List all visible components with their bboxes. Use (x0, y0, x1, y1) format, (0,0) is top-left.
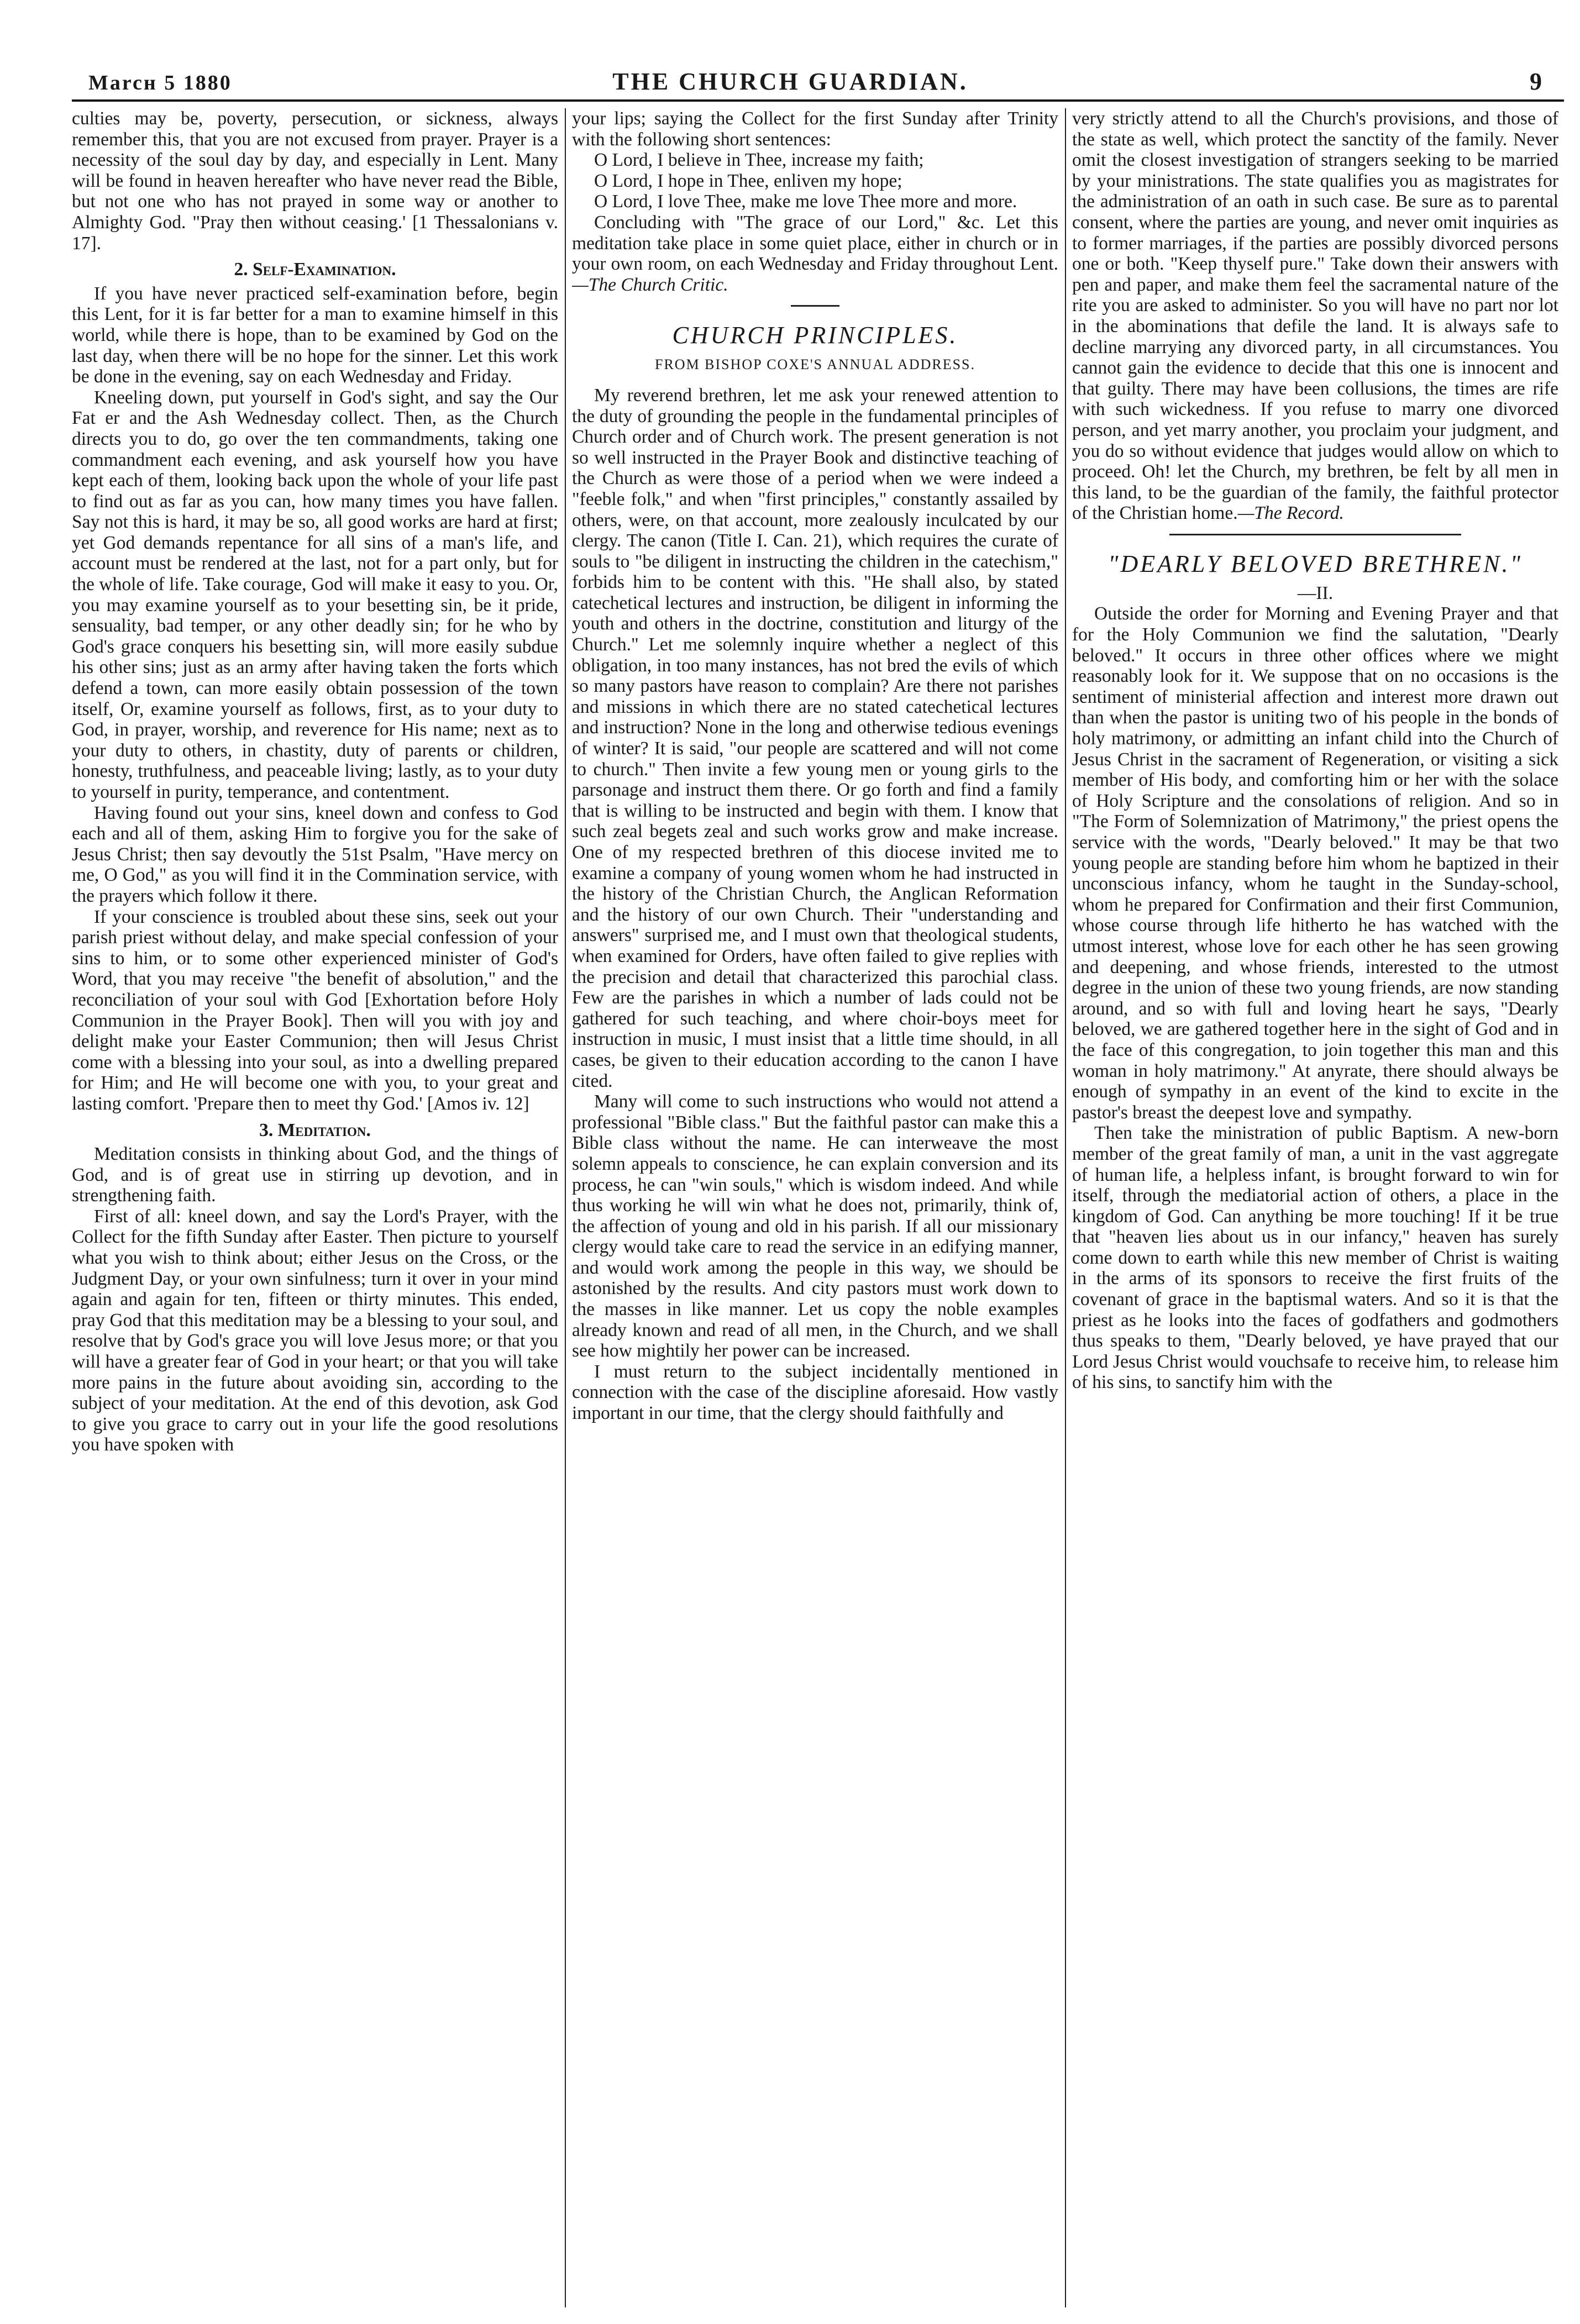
article-heading: "DEARLY BELOVED BRETHREN." (1108, 550, 1523, 577)
article-heading: CHURCH PRINCIPLES. (672, 322, 958, 349)
paragraph: First of all: kneel down, and say the Lord's Prayer, with the Collect for the fifth Sunday after Easter. Then picture to yourself what you wish to think about; either Jesus on the Cross, or the Judgment Day, or your own sinfulness; turn it over in your mind again and again for ten, fifteen or thirty minutes. This ended, pray God that this meditation may be a blessing to your soul, and resolve that by God's grace you will love Jesus more; or that you will have a greater fear of God in your heart; or that you will take more pains in the future about avoiding sin, according to the subject of your meditation. At the end of this devotion, ask God to give you grace to carry out in your life the good resolutions you have spoken with (72, 1206, 558, 1455)
paragraph (1072, 108, 1558, 524)
section-heading: 3. Meditation. (259, 1119, 371, 1140)
article-heading-number: —II. (1297, 582, 1334, 603)
prayer-sentence: O Lord, I hope in Thee, enliven my hope; (594, 170, 902, 191)
paragraph: If you have never practiced self-examination before, begin this Lent, for it is far better for a man to examine himself in this world, while there is hope, than to be examined by God on the last day, when there will be no hope for the sinner. Let this work be done in the evening, say on each Wednesday and Friday. (72, 283, 558, 387)
source-credit: —The Church Critic. (572, 274, 728, 295)
column-2 (572, 108, 1058, 2307)
paragraph-text: very strictly attend to all the Church's provisions, and those of the state as well, which protect the sanctity of the family. Never omit the closest investigation of strangers seeking to be married by your ministrations. The state qualifies you as magistrates for the administration of an oath in such case. Be sure as to parental consent, where the parties are young, and never omit inquiries as to former marriages, if the parties are possibly divorced persons one or both. "Keep thyself pure." Take down their answers with pen and paper, and make them feel the sacramental nature of the rite you are asked to administer. So you will have no part nor lot in the abominations that defile the land. It is always safe to decline marrying any divorced party, in all circumstances. You cannot gain the evidence to decide that this one is innocent and that guilty. There may have been collusions, the times are rife with such wickedness. If you refuse to marry one divorced person, and yet marry another, you proclaim your judgment, and you do so without evidence that judges would allow on which to proceed. Oh! let the Church, my brethren, be felt by all men in this land, to be the guardian of the family, the faithful protector of the Christian home. (1072, 108, 1558, 524)
divider (1169, 534, 1461, 535)
page-number: 9 (1530, 68, 1542, 95)
prayer-sentence: O Lord, I love Thee, make me love Thee more and more. (594, 191, 1017, 212)
paragraph: If your conscience is troubled about these sins, seek out your parish priest without delay, and make special confession of your sins to him, or to some other experienced minister of God's Word, that you may receive "the benefit of absolution," and the reconciliation of your soul with God [Exhortation before Holy Communion in the Prayer Book]. Then will you with joy and delight make your Easter Communion; then will Jesus Christ come with a blessing into your soul, as into a dwelling prepared for Him; and He will become one with you, to your great and lasting comfort. 'Prepare then to meet thy God.' [Amos iv. 12] (72, 906, 558, 1114)
paragraph: I must return to the subject incidentally mentioned in connection with the case of the discipline aforesaid. How vastly important in our time, that the clergy should faithfully and (572, 1361, 1058, 1424)
prayer-sentence: O Lord, I believe in Thee, increase my faith; (594, 150, 924, 171)
column-1 (72, 108, 558, 2307)
header-rule (72, 99, 1564, 102)
article-source-line: FROM BISHOP COXE'S ANNUAL ADDRESS. (654, 356, 976, 373)
column-divider (1065, 108, 1066, 2307)
paragraph: Meditation consists in thinking about God, and the things of God, and is of great use in stirring up devotion, and in strengthening faith. (72, 1144, 558, 1206)
paragraph-text: Concluding with "The grace of our Lord," &c. Let this meditation take place in some quiet place, either in church or in your own room, on each Wednesday and Friday throughout Lent. (572, 212, 1058, 275)
source-credit: —The Record. (1237, 503, 1344, 524)
paragraph: Having found out your sins, kneel down and confess to God each and all of them, asking Him to forgive you for the sake of Jesus Christ; then say devoutly the 51st Psalm, "Have mercy on me, O God," as you will find it in the Commination service, with the prayers which follow it there. (72, 802, 558, 906)
divider (791, 305, 839, 307)
column-divider (565, 108, 566, 2307)
paragraph: your lips; saying the Collect for the first Sunday after Trinity with the following short sentences: (572, 108, 1058, 150)
page-header (22, 0, 1558, 95)
issue-date: Marcн 5 1880 (88, 71, 232, 94)
paragraph (572, 212, 1058, 295)
paragraph: culties may be, poverty, persecution, or sickness, always remember this, that you are not excused from prayer. Prayer is a necessity of the soul day by day, and especially in Lent. Many will be found in heaven hereafter who have never read the Bible, but not one who has not prayed in some way or another to Almighty God. "Pray then without ceasing.' [1 Thessalonians v. 17]. (72, 108, 558, 254)
paragraph: Kneeling down, put yourself in God's sight, and say the Our Fat er and the Ash Wednesday collect. Then, as the Church directs you to do, go over the ten commandments, taking one commandment each evening, and ask yourself how you have kept each of them, looking back upon the whole of your life past to find out as far as you can, how many times you have fallen. Say not this is hard, it may be so, all good works are hard at first; yet God demands repentance for all sins of a man's life, and account must be rendered at the last, not for a part only, but for the whole of life. Take courage, God will make it easy to you. Or, you may examine yourself as to your besetting sin, be it pride, sensuality, bad temper, or any other deadly sin; for he who by God's grace conquers his besetting sin, will more easily subdue his other sins; just as an army after having taken the forts which defend a town, can more easily obtain possession of the town itself, Or, examine yourself as follows, first, as to your duty to God, in prayer, worship, and reverence for His name; next as to your duty to others, in chastity, duty of parents or children, honesty, truthfulness, and peaceable living; lastly, as to your duty to yourself in purity, temperance, and contentment. (72, 387, 558, 802)
paragraph: Many will come to such instructions who would not attend a professional "Bible class." But the faithful pastor can make this a Bible class without the name. He can interweave the most solemn appeals to conscience, he can explain conversion and its process, he can "win souls," which is wisdom indeed. And while thus working he will win what he does not, primarily, think of, the affection of young and old in his parish. If all our missionary clergy would take care to read the service in an edifying manner, and would work among the people in this way, we should be astonished by the results. And city pastors must work down to the masses in like manner. Let us copy the noble examples already known and read of all men, in the Church, and we shall see how mightily her power can be increased. (572, 1091, 1058, 1361)
paragraph: Outside the order for Morning and Evening Prayer and that for the Holy Communion we find the salutation, "Dearly beloved." It occurs in three other offices where we might reasonably look for it. We suppose that on no occasions is the sentiment of ministerial affection and interest more drawn out than when the pastor is uniting two of his people in the bonds of holy matrimony, or admitting an infant child into the Church of Jesus Christ in the sacrament of Regeneration, or visiting a sick member of His body, and comforting him or her with the solace of Holy Scripture and the consolations of religion. And so in "The Form of Solemnization of Matrimony," the priest opens the service with the words, "Dearly beloved." It may be that two young people are standing before him whom he baptized in their unconscious infancy, whom he taught in the Sunday-school, whom he prepared for Confirmation and their first Communion, whose course through life hitherto he has watched with the utmost interest, whose love for each other he has seen growing and deepening, and whose friends, interested to the utmost degree in the union of these two young friends, are now standing around, and so with full and loving heart he says, "Dearly beloved, we are gathered together here in the sight of God and in the face of this congregation, to join together this man and this woman in holy matrimony." At anyrate, there should always be enough of sympathy in an event of the kind to excite in the pastor's breast the deepest love and sympathy. (1072, 603, 1558, 1123)
paragraph: My reverend brethren, let me ask your renewed attention to the duty of grounding the people in the fundamental principles of Church order and of Church work. The present generation is not so well instructed in the Prayer Book and distinctive teaching of the Church as were those of a period when we were indeed a "feeble folk," and when "first principles," constantly assailed by others, were, on that account, more zealously inculcated by our clergy. The canon (Title I. Can. 21), which requires the curate of souls to "be diligent in instructing the children in the catechism," forbids him to be content with this. "He shall also, by stated catechetical lectures and instruction, be diligent in informing the youth and others in the doctrine, constitution and liturgy of the Church." Let me solemnly inquire whether a neglect of this obligation, in too many instances, has not bred the evils of which so many pastors have reason to complain? Are there not parishes and missions in which there are no stated catechetical lectures and instruction? None in the long and otherwise tedious evenings of winter? It is said, "our people are scattered and will not come to church." Then invite a few young men or young girls to the parsonage and instruct them there. Or go forth and find a family that is willing to be instructed and begin with them. I know that such zeal begets zeal and such works grow and make increase. One of my respected brethren of this diocese invited me to examine a company of young women whom he had instructed in the history of the Christian Church, the Anglican Reformation and the history of our own Church. Their "understanding and answers" surprised me, and I must own that theological students, when examined for Orders, have often failed to give replies with the precision and detail that characterized this parochial class. Few are the parishes in which a number of lads could not be gathered for such teaching, and where choir-boys meet for instruction in music, I must insist that a little time should, in all cases, be given to their education according to the canon I have cited. (572, 385, 1058, 1091)
section-heading: 2. Self-Examination. (234, 259, 396, 280)
newspaper-title: THE CHURCH GUARDIAN. (612, 68, 968, 95)
paragraph: Then take the ministration of public Baptism. A new-born member of the great family of man, a unit in the vast aggregate of human life, a helpless infant, is brought forward to win for itself, through the mediatorial action of others, a place in the kingdom of God. Can anything be more touching! If it be true that "heaven lies about us in our infancy," heaven has surely come down to earth while this new member of Christ is waiting in the arms of its sponsors to receive the first fruits of the covenant of grace in the baptismal waters. And so it is that the priest as he looks into the faces of godfathers and godmothers thus speaks to them, "Dearly beloved, ye have prayed that our Lord Jesus Christ would vouchsafe to receive him, to release him of his sins, to sanctify him with the (1072, 1123, 1558, 1393)
column-3 (1072, 108, 1558, 2307)
